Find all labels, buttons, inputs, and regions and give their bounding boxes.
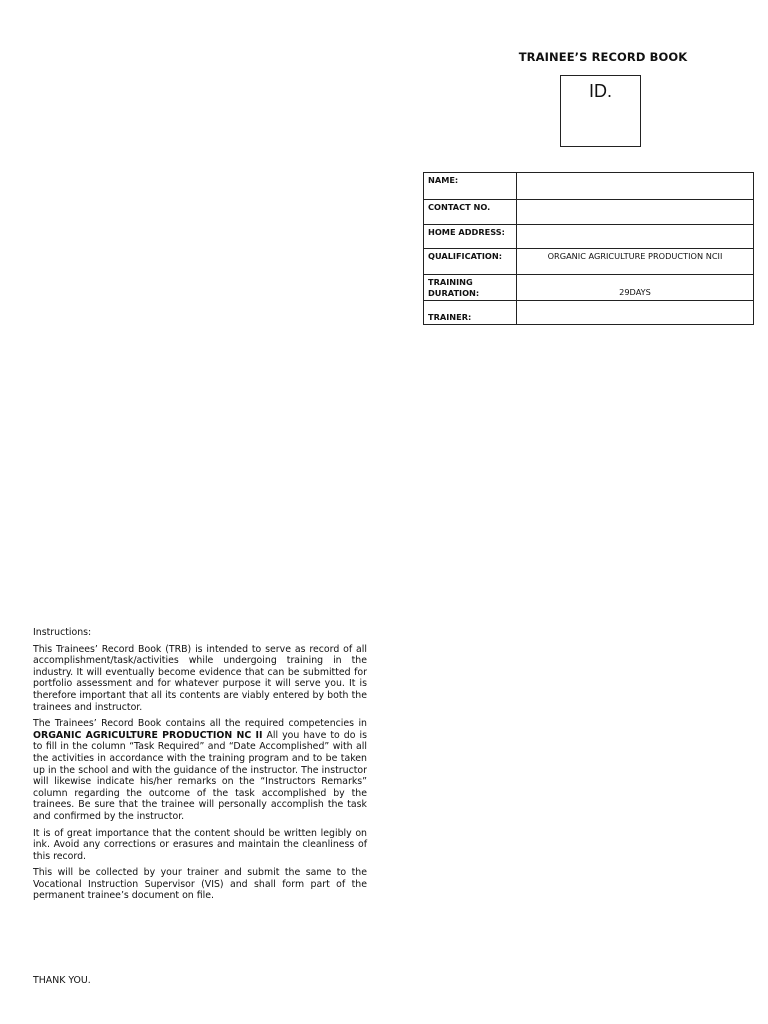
training-duration-value: 29DAYS [517,275,754,301]
instructions-paragraph-1: This Trainees’ Record Book (TRB) is intended to serve as record of all accomplishment/task/activities while undergoing training in the industry. It will eventually become evidence that can be submitted for portfolio assessment and for whatever purpose it will serve you. It is therefore important that all its contents are viably entered by both the trainees and instructor. [33,643,367,713]
trainer-value [517,301,754,325]
document-title: TRAINEE’S RECORD BOOK [518,50,688,64]
table-row-contact [424,200,754,225]
table-row-address [424,225,754,249]
qualification-emphasis: ORGANIC AGRICULTURE PRODUCTION NC II [33,729,263,741]
trainee-info-table [423,172,754,325]
instructions-heading: Instructions: [33,627,92,638]
name-label: NAME: [424,173,517,200]
table-row-name [424,173,754,200]
instructions-section [33,627,367,907]
instructions-paragraph-4: This will be collected by your trainer and submit the same to the Vocational Instruction Supervisor (VIS) and shall form part of the permanent trainee’s document on file. [33,867,367,902]
name-value [517,173,754,200]
id-photo-box [560,75,641,147]
instructions-paragraph-3: It is of great importance that the content should be written legibly on ink. Avoid any corrections or erasures and maintain the cleanliness of this record. [33,827,367,862]
contact-label: CONTACT NO. [424,200,517,225]
contact-value [517,200,754,225]
id-label: ID. [588,81,612,101]
qualification-value: ORGANIC AGRICULTURE PRODUCTION NCII [517,249,754,275]
training-duration-label: TRAINING DURATION: [424,275,517,301]
trainer-label: TRAINER: [424,301,517,325]
instructions-paragraph-2 [33,718,367,822]
table-row-qualification [424,249,754,275]
paragraph-2-prefix: The Trainees’ Record Book contains all the required competencies in [33,718,367,730]
table-row-duration [424,275,754,301]
home-address-label: HOME ADDRESS: [424,225,517,249]
closing-text: THANK YOU. [33,975,91,986]
qualification-label: QUALIFICATION: [424,249,517,275]
table-row-trainer [424,301,754,325]
home-address-value [517,225,754,249]
paragraph-2-suffix: All you have to do is to fill in the column “Task Required” and “Date Accomplished” with all the activities in accordance with the training program and to be taken up in the school and with the guidance of the instructor. The instructor will likewise indicate his/her remarks on the “Instructors Remarks” column regarding the outcome of the task accomplished by the trainees. Be sure that the trainee will personally accomplish the task and confirmed by the instructor. [33,729,367,822]
